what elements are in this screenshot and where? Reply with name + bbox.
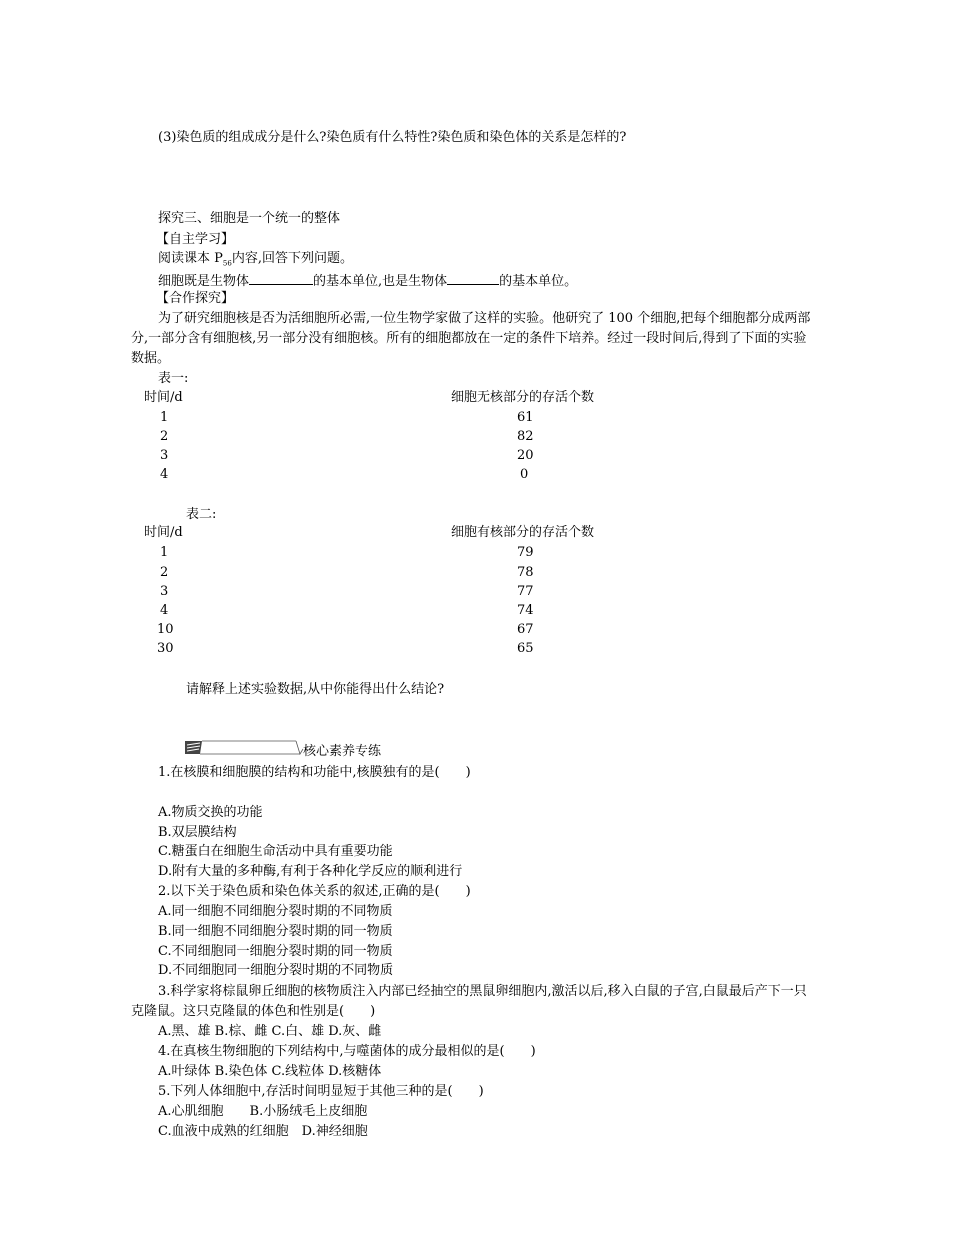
experiment-paragraph-line-3: 数据。 (131, 351, 171, 366)
table2-count-cell: 78 (517, 565, 534, 580)
question-4-options[interactable]: A.叶绿体 B.染色体 C.线粒体 D.核糖体 (158, 1064, 382, 1079)
table2-time-cell: 1 (160, 545, 169, 560)
table1-count-cell: 82 (517, 429, 534, 444)
question-3-options[interactable]: A.黑、雄 B.棕、雌 C.白、雄 D.灰、雌 (158, 1024, 382, 1039)
page-subscript: 56 (222, 259, 232, 268)
table1-header-time: 时间/d (144, 390, 183, 405)
table-row (0, 449, 980, 467)
table1-time-cell: 4 (160, 467, 169, 482)
cooperative-inquiry-label: 【合作探究】 (156, 291, 235, 306)
table1-time-cell: 3 (160, 448, 169, 463)
reading-prefix: 阅读课本 P (158, 251, 223, 266)
question-2: 2.以下关于染色质和染色体关系的叙述,正确的是( ) (158, 884, 471, 899)
table2-time-cell: 2 (160, 565, 169, 580)
table-row (0, 546, 980, 564)
question-2-option-a[interactable]: A.同一细胞不同细胞分裂时期的不同物质 (158, 904, 393, 919)
question-2-option-b[interactable]: B.同一细胞不同细胞分裂时期的同一物质 (158, 924, 393, 939)
table-row (0, 604, 980, 622)
question-5-options-line-1[interactable]: A.心肌细胞 B.小肠绒毛上皮细胞 (158, 1104, 368, 1119)
table-row (0, 430, 980, 448)
section-title: 探究三、细胞是一个统一的整体 (158, 211, 341, 226)
table2-time-cell: 10 (157, 622, 174, 637)
table1-caption: 表一: (158, 371, 189, 386)
question-1-option-d[interactable]: D.附有大量的多种酶,有利于各种化学反应的顺利进行 (158, 864, 463, 879)
question-5-options-line-2[interactable]: C.血液中成熟的红细胞 D.神经细胞 (158, 1124, 368, 1139)
table1-header-count: 细胞无核部分的存活个数 (451, 390, 595, 405)
question-2-option-c[interactable]: C.不同细胞同一细胞分裂时期的同一物质 (158, 944, 393, 959)
table2-caption: 表二: (186, 507, 217, 522)
reading-suffix: 内容,回答下列问题。 (231, 251, 353, 266)
table1-time-cell: 2 (160, 429, 169, 444)
question-5: 5.下列人体细胞中,存活时间明显短于其他三种的是( ) (158, 1084, 484, 1099)
table-row (0, 468, 980, 486)
table2-header-time: 时间/d (144, 525, 183, 540)
table2-count-cell: 77 (517, 584, 534, 599)
table-row (0, 623, 980, 641)
table2-time-cell: 3 (160, 584, 169, 599)
fill-part-2: 的基本单位,也是生物体 (313, 274, 448, 289)
question-4: 4.在真核生物细胞的下列结构中,与噬菌体的成分最相似的是( ) (158, 1044, 536, 1059)
table1-count-cell: 20 (517, 448, 534, 463)
experiment-paragraph-line-1: 为了研究细胞核是否为活细胞所必需,一位生物学家做了这样的实验。他研究了 100 个细胞,把每个细胞都分成两部 (158, 311, 811, 326)
fill-blank-1[interactable] (249, 272, 313, 285)
section-banner-icon (184, 739, 304, 757)
table-row (0, 566, 980, 584)
explain-prompt: 请解释上述实验数据,从中你能得出什么结论? (186, 682, 445, 697)
table1-count-cell: 61 (517, 410, 534, 425)
fill-in-question (158, 272, 577, 288)
table2-header-count: 细胞有核部分的存活个数 (451, 525, 595, 540)
question-2-option-d[interactable]: D.不同细胞同一细胞分裂时期的不同物质 (158, 963, 394, 978)
question-1-option-a[interactable]: A.物质交换的功能 (158, 805, 263, 820)
practice-title: 核心素养专练 (303, 744, 382, 759)
fill-blank-2[interactable] (447, 272, 499, 285)
self-study-label: 【自主学习】 (156, 232, 235, 247)
table-row (0, 411, 980, 429)
table2-time-cell: 4 (160, 603, 169, 618)
question-1: 1.在核膜和细胞膜的结构和功能中,核膜独有的是( ) (158, 765, 471, 780)
reading-instruction (158, 252, 353, 268)
fill-part-1: 细胞既是生物体 (158, 274, 250, 289)
table2-count-cell: 67 (517, 622, 534, 637)
table-row (0, 642, 980, 660)
fill-part-3: 的基本单位。 (499, 274, 578, 289)
table1-count-cell: 0 (520, 467, 529, 482)
question-1-option-c[interactable]: C.糖蛋白在细胞生命活动中具有重要功能 (158, 844, 393, 859)
table2-count-cell: 74 (517, 603, 534, 618)
table2-count-cell: 79 (517, 545, 534, 560)
question-3-line-1: 3.科学家将棕鼠卵丘细胞的核物质注入内部已经抽空的黑鼠卵细胞内,激活以后,移入白鼠的子宫,白鼠最后产下一只 (158, 984, 807, 999)
table-row (0, 585, 980, 603)
table2-time-cell: 30 (157, 641, 174, 656)
question-1-option-b[interactable]: B.双层膜结构 (158, 825, 237, 840)
table2-count-cell: 65 (517, 641, 534, 656)
question-3-line-2: 克隆鼠。这只克隆鼠的体色和性别是( ) (131, 1004, 376, 1019)
table1-time-cell: 1 (160, 410, 169, 425)
question-3-text: (3)染色质的组成成分是什么?染色质有什么特性?染色质和染色体的关系是怎样的? (158, 130, 627, 145)
experiment-paragraph-line-2: 分,一部分含有细胞核,另一部分没有细胞核。所有的细胞都放在一定的条件下培养。经过一段时间后,得到了下面的实验 (131, 331, 807, 346)
